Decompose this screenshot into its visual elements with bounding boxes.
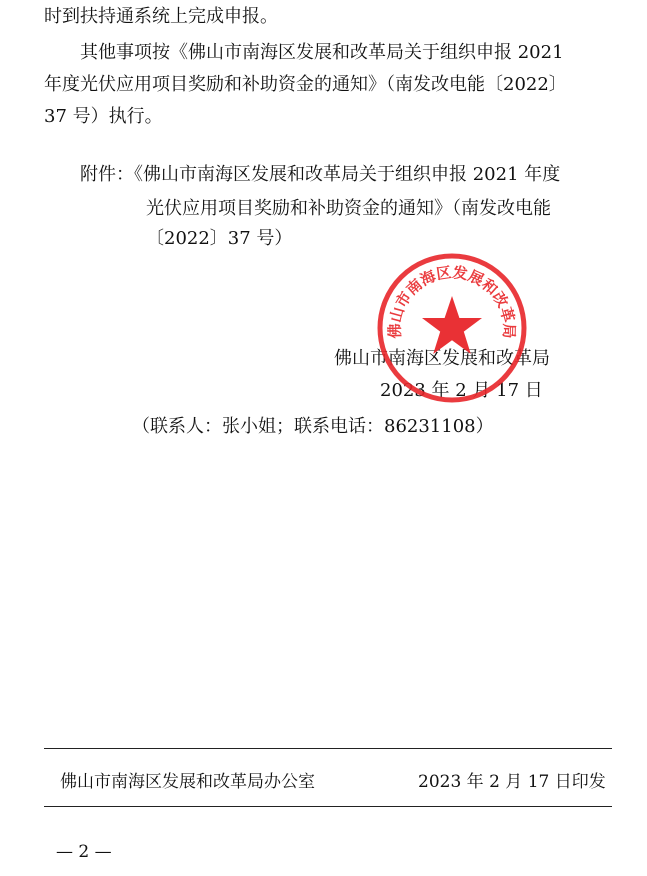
attachment-line: 附件：《佛山市南海区发展和改革局关于组织申报 2021 年度 [80, 164, 561, 185]
paragraph-line: 37 号）执行。 [44, 106, 163, 127]
contact-info: （联系人：张小姐；联系电话：86231108） [132, 416, 494, 437]
footer-top-rule [44, 748, 612, 749]
signing-date: 2023 年 2 月 17 日 [380, 380, 543, 401]
page-number: — 2 — [56, 842, 112, 862]
official-seal-icon [372, 248, 532, 408]
paragraph-line: 年度光伏应用项目奖励和补助资金的通知》（南发改电能〔2022〕 [44, 74, 567, 95]
attachment-line: 光伏应用项目奖励和补助资金的通知》（南发改电能 [146, 198, 551, 219]
svg-text:佛山市南海区发展和改革局: 佛山市南海区发展和改革局 [385, 263, 519, 339]
attachment-line: 〔2022〕37 号） [146, 228, 293, 249]
footer-bottom-rule [44, 806, 612, 807]
print-date: 2023 年 2 月 17 日印发 [418, 772, 606, 792]
paragraph-line: 其他事项按《佛山市南海区发展和改革局关于组织申报 2021 [80, 42, 564, 63]
paragraph-line: 时到扶持通系统上完成申报。 [44, 6, 278, 27]
issuing-office: 佛山市南海区发展和改革局办公室 [60, 772, 315, 792]
signing-organization: 佛山市南海区发展和改革局 [334, 348, 550, 369]
